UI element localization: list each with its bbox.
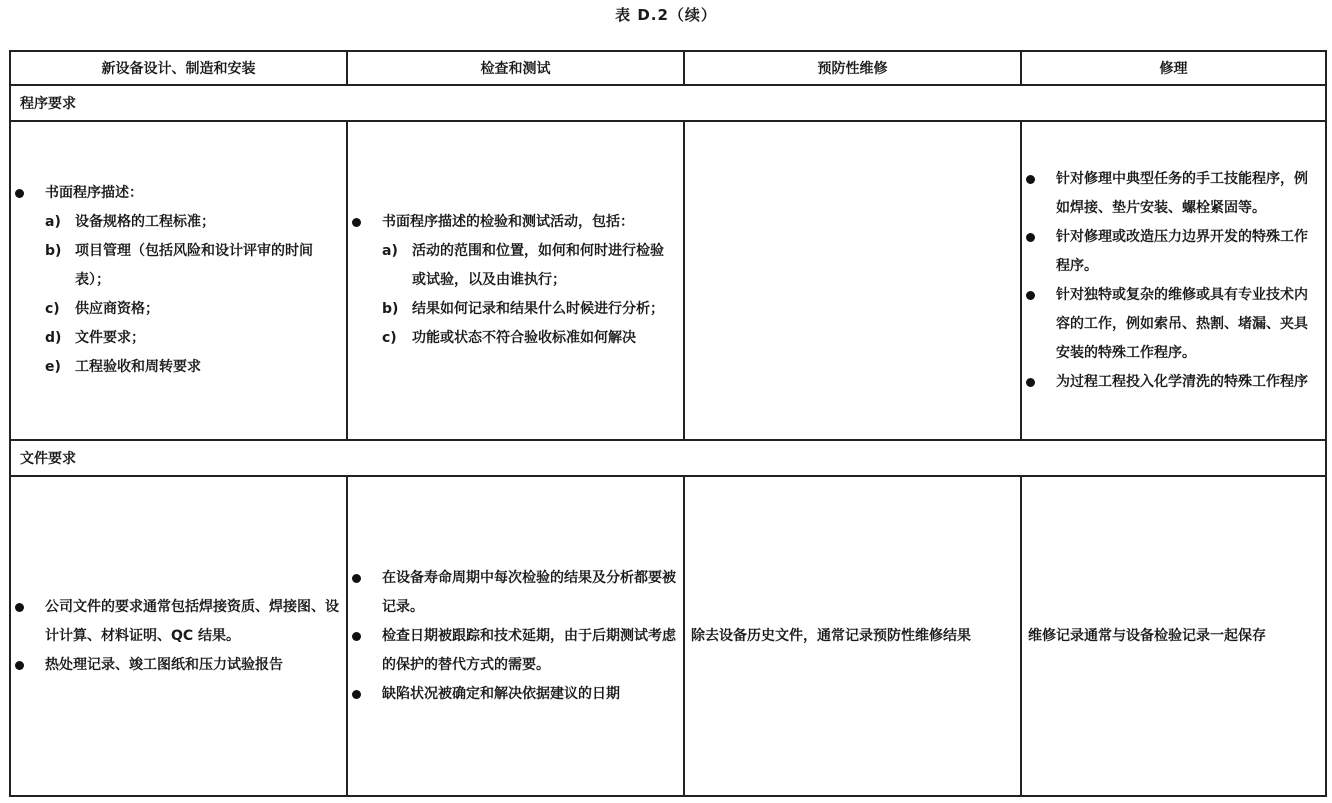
header-cell-preventive: 预防性维修	[684, 51, 1021, 85]
sub-item-marker: e)	[45, 359, 61, 375]
sub-item-text: 设备规格的工程标准；	[75, 214, 215, 230]
bullet-item: 针对修理或改造压力边界开发的特殊工作程序。	[1026, 223, 1319, 281]
sub-item-text: 供应商资格；	[75, 301, 159, 317]
requirements-table	[9, 50, 1327, 797]
header-cell-repair: 修理	[1021, 51, 1326, 85]
cell-content	[11, 593, 346, 680]
bullet-item: 针对独特或复杂的维修或具有专业技术内容的工作，例如索吊、热割、堵漏、夹具安装的特殊工作程序。	[1026, 281, 1319, 368]
sub-item-marker: c)	[382, 330, 397, 346]
bullet-item: 针对修理中典型任务的手工技能程序，例如焊接、垫片安装、螺栓紧固等。	[1026, 165, 1319, 223]
cell-content	[11, 179, 346, 382]
sub-item-text: 工程验收和周转要求	[75, 359, 201, 375]
table-row	[10, 476, 1326, 796]
body-cell	[1021, 121, 1326, 440]
table-caption: 表 D.2（续）	[615, 6, 717, 24]
sub-item-marker: b)	[382, 301, 399, 317]
cell-text: 除去设备历史文件，通常记录预防性维修结果	[691, 627, 971, 644]
sub-item-marker: d)	[45, 330, 62, 346]
section-title: 程序要求	[10, 85, 1326, 121]
sub-item	[15, 208, 340, 237]
bullet-item: 热处理记录、竣工图纸和压力试验报告	[15, 651, 340, 680]
body-cell	[10, 476, 347, 796]
sub-item-text: 活动的范围和位置，如何和何时进行检验或试验，以及由谁执行；	[412, 243, 664, 288]
body-cell	[347, 121, 684, 440]
sub-item	[15, 295, 340, 324]
cell-content	[348, 564, 683, 709]
bullet-item: 缺陷状况被确定和解决依据建议的日期	[352, 680, 677, 709]
bullet-item: 书面程序描述的检验和测试活动，包括：	[352, 208, 677, 237]
sub-item-marker: a)	[45, 214, 61, 230]
sub-item-text: 项目管理（包括风险和设计评审的时间表）；	[75, 243, 313, 288]
bullet-item: 书面程序描述：	[15, 179, 340, 208]
sub-item	[352, 295, 677, 324]
table-header-row	[10, 51, 1326, 85]
sub-item	[352, 324, 677, 353]
header-cell-inspection: 检查和测试	[347, 51, 684, 85]
section-row-documents	[10, 440, 1326, 476]
sub-item-text: 结果如何记录和结果什么时候进行分析；	[412, 301, 664, 317]
sub-item	[352, 237, 677, 295]
section-row-procedure	[10, 85, 1326, 121]
sub-item-text: 功能或状态不符合验收标准如何解决	[412, 330, 636, 346]
section-title: 文件要求	[10, 440, 1326, 476]
sub-item-marker: b)	[45, 243, 62, 259]
body-cell	[684, 476, 1021, 796]
sub-item-text: 文件要求；	[75, 330, 145, 346]
watermark: ·	[376, 653, 379, 662]
cell-content	[1022, 622, 1325, 651]
bullet-item: 检查日期被跟踪和技术延期，由于后期测试考虑的保护的替代方式的需要。	[352, 622, 677, 680]
cell-content	[685, 622, 1020, 651]
body-cell	[684, 121, 1021, 440]
table-row	[10, 121, 1326, 440]
sub-item-marker: a)	[382, 243, 398, 259]
cell-text: 维修记录通常与设备检验记录一起保存	[1028, 627, 1266, 644]
sub-item-marker: c)	[45, 301, 60, 317]
cell-content	[1022, 165, 1325, 397]
bullet-item: 为过程工程投入化学清洗的特殊工作程序	[1026, 368, 1319, 397]
body-cell	[1021, 476, 1326, 796]
sub-item	[15, 237, 340, 295]
body-cell	[10, 121, 347, 440]
body-cell	[347, 476, 684, 796]
bullet-item: 公司文件的要求通常包括焊接资质、焊接图、设计计算、材料证明、QC 结果。	[15, 593, 340, 651]
sub-item	[15, 353, 340, 382]
sub-item	[15, 324, 340, 353]
header-cell-design: 新设备设计、制造和安装	[10, 51, 347, 85]
cell-content	[348, 208, 683, 353]
bullet-item: 在设备寿命周期中每次检验的结果及分析都要被记录。	[352, 564, 677, 622]
